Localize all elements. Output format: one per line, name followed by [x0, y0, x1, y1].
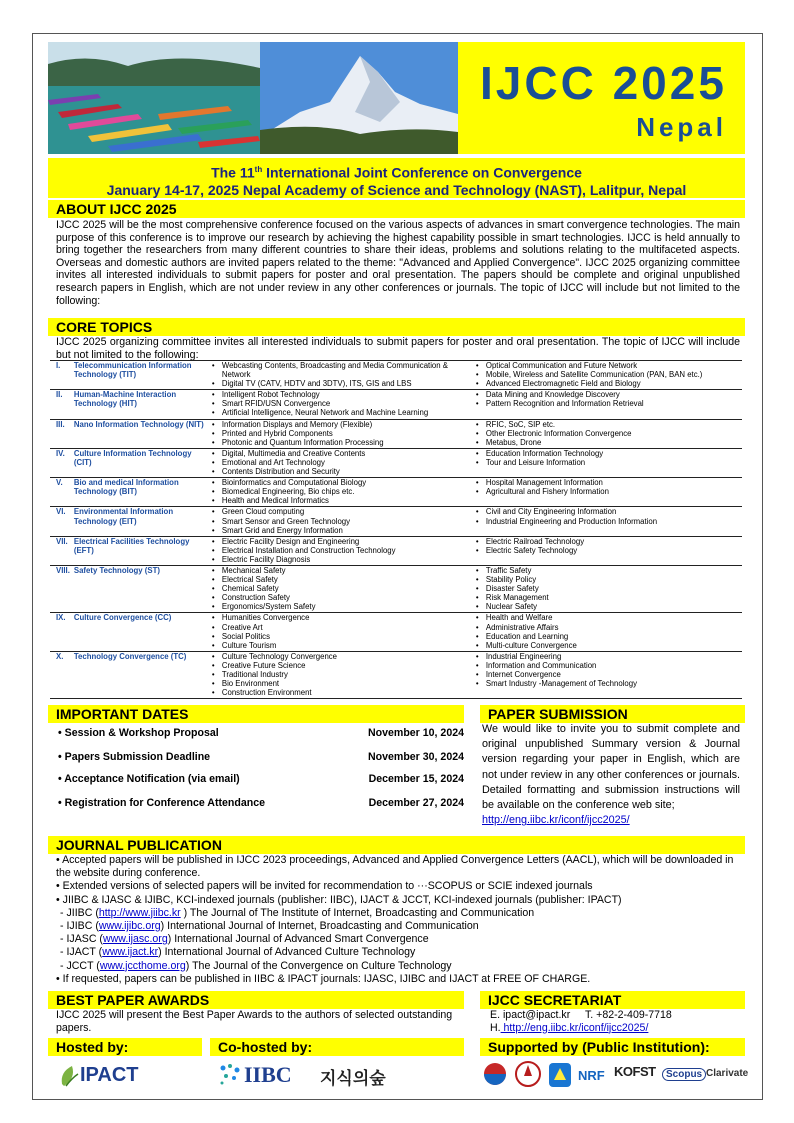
topic-subitem: • Electric Facility Diagnosis — [210, 555, 474, 564]
topic-right-list — [474, 478, 742, 507]
topic-row — [50, 448, 742, 477]
topic-subitem: • Metabus, Drone — [474, 438, 742, 447]
topic-subitem: • Contents Distribution and Security — [210, 467, 474, 476]
topic-subitem: • Tour and Leisure Information — [474, 458, 742, 467]
topic-subitem: • Mobile, Wireless and Satellite Communication (PAN, BAN etc.) — [474, 370, 742, 379]
journal-line-4: • If requested, papers can be published in IIBC & IPACT journals: IJASC, IJIBC and IJACT at FREE OF CHARGE. — [56, 972, 591, 985]
journal-line-1: • Accepted papers will be published in IJCC 2023 proceedings, Advanced and Applied Convergence Letters (AACL), which will be downloaded in the website during conference. — [56, 854, 734, 880]
topic-left-list — [210, 651, 474, 698]
topic-subitem: • Smart Industry -Management of Technology — [474, 679, 742, 688]
topic-number: II. — [50, 390, 70, 419]
iibc-dots-icon — [218, 1062, 244, 1088]
topic-subitem: • Traditional Industry — [210, 670, 474, 679]
topic-subitem: • Bioinformatics and Computational Biology — [210, 478, 474, 487]
journal-jiibc: - JIIBC (http://www.jiibc.kr ) The Journal of The Institute of Internet, Broadcasting and Communication — [60, 906, 535, 919]
core-topics-table — [50, 360, 742, 699]
topic-name: Culture Convergence (CC) — [70, 613, 210, 651]
topic-name: Environmental Information Technology (EIT) — [70, 507, 210, 536]
core-topics-intro: IJCC 2025 organizing committee invites all interested individuals to submit papers for poster and oral presentation. The topic of IJCC will include but not limited to the following: — [56, 336, 740, 361]
journal-ijasc: - IJASC (www.ijasc.org) International Journal of Advanced Smart Convergence — [60, 933, 429, 946]
ijibc-link[interactable]: www.ijibc.org — [98, 920, 161, 933]
topic-subitem: • Ergonomics/System Safety — [210, 602, 474, 611]
nast-emblem-icon — [546, 1060, 574, 1090]
topic-subitem: • Risk Management — [474, 593, 742, 602]
topic-name: Electrical Facilities Technology (EFT) — [70, 536, 210, 565]
about-heading: ABOUT IJCC 2025 — [48, 200, 745, 218]
journal-line-2: • Extended versions of selected papers will be invited for recommendation to ···SCOPUS or SCIE indexed journals — [56, 880, 593, 893]
topic-row — [50, 613, 742, 651]
topic-subitem: • Construction Environment — [210, 688, 474, 697]
journal-jcct: - JCCT (www.jccthome.org) The Journal of the Convergence on Culture Technology — [60, 959, 452, 972]
conference-edition: The 11th International Joint Conference on Convergence — [211, 164, 582, 181]
secretariat-heading: IJCC SECRETARIAT — [480, 991, 745, 1009]
journal-heading: JOURNAL PUBLICATION — [48, 836, 745, 854]
topic-subitem: • Humanities Convergence — [210, 613, 474, 622]
ipact-logo: IPACT — [58, 1062, 158, 1090]
supporters-logos: NRF KOFST Scopus Clarivate — [476, 1058, 756, 1092]
date-label: • Registration for Conference Attendance — [58, 797, 265, 809]
date-label: • Acceptance Notification (via email) — [58, 773, 240, 785]
topic-subitem: • Pattern Recognition and Information Retrieval — [474, 399, 742, 408]
topic-row — [50, 565, 742, 612]
conference-banner — [48, 158, 745, 198]
topic-subitem: • Civil and City Engineering Information — [474, 507, 742, 516]
hosted-by-label: Hosted by: — [48, 1038, 202, 1056]
topic-subitem: • Digital TV (CATV, HDTV and 3DTV), ITS, GIS and LBS — [210, 379, 474, 388]
topic-number: IV. — [50, 448, 70, 477]
topic-number: VIII. — [50, 565, 70, 612]
cohosted-by-label: Co-hosted by: — [210, 1038, 464, 1056]
date-label: • Papers Submission Deadline — [58, 751, 211, 763]
topic-subitem: • Nuclear Safety — [474, 602, 742, 611]
date-label: • Session & Workshop Proposal — [58, 727, 219, 739]
topic-subitem: • Electrical Safety — [210, 575, 474, 584]
date-value: December 27, 2024 — [368, 797, 464, 809]
topic-subitem: • Electric Facility Design and Engineering — [210, 537, 474, 546]
topic-subitem: • Green Cloud computing — [210, 507, 474, 516]
secretariat-email-tel: E. ipact@ipact.kr T. +82-2-409-7718 — [490, 1009, 672, 1021]
topic-subitem: • Education and Learning — [474, 632, 742, 641]
topic-left-list — [210, 613, 474, 651]
jiibc-link[interactable]: http://www.jiibc.kr — [98, 906, 181, 919]
topic-right-list — [474, 448, 742, 477]
topic-right-list — [474, 361, 742, 390]
topic-subitem: • Digital, Multimedia and Creative Contents — [210, 449, 474, 458]
topic-subitem: • Culture Tourism — [210, 641, 474, 650]
topic-row — [50, 536, 742, 565]
ijasc-link[interactable]: www.ijasc.org — [102, 933, 168, 946]
topic-number: IX. — [50, 613, 70, 651]
topic-subitem: • Biomedical Engineering, Bio chips etc. — [210, 487, 474, 496]
topic-subitem: • Emotional and Art Technology — [210, 458, 474, 467]
topic-subitem: • Social Politics — [210, 632, 474, 641]
topic-number: V. — [50, 478, 70, 507]
topic-name: Technology Convergence (TC) — [70, 651, 210, 698]
topic-left-list — [210, 507, 474, 536]
title-box — [458, 42, 745, 154]
topic-subitem: • Smart Sensor and Green Technology — [210, 517, 474, 526]
topic-right-list — [474, 507, 742, 536]
topic-subitem: • Administrative Affairs — [474, 623, 742, 632]
best-paper-text: IJCC 2025 will present the Best Paper Awards to the authors of selected outstanding papers. — [56, 1009, 453, 1034]
topic-subitem: • Electrical Installation and Construction Technology — [210, 546, 474, 555]
topic-subitem: • Bio Environment — [210, 679, 474, 688]
ijact-link[interactable]: www.ijact.kr — [102, 946, 159, 959]
secretariat-home: H. http://eng.iibc.kr/iconf/ijcc2025/ — [490, 1021, 649, 1034]
topic-subitem: • Smart Grid and Energy Information — [210, 526, 474, 535]
topic-subitem: • Photonic and Quantum Information Processing — [210, 438, 474, 447]
topic-subitem: • Industrial Engineering — [474, 652, 742, 661]
topic-left-list — [210, 419, 474, 448]
topic-subitem: • Chemical Safety — [210, 584, 474, 593]
topic-subitem: • Industrial Engineering and Production Information — [474, 517, 742, 526]
topic-subitem: • Data Mining and Knowledge Discovery — [474, 390, 742, 399]
topic-number: VII. — [50, 536, 70, 565]
topic-name: Nano Information Technology (NIT) — [70, 419, 210, 448]
topic-subitem: • Artificial Intelligence, Neural Network and Machine Learning — [210, 408, 474, 417]
topic-subitem: • Creative Future Science — [210, 661, 474, 670]
topic-row — [50, 419, 742, 448]
topic-row — [50, 390, 742, 419]
topic-name: Human-Machine Interaction Technology (HIT) — [70, 390, 210, 419]
topic-right-list — [474, 419, 742, 448]
lake-boats-photo — [48, 42, 260, 154]
paper-submission-heading: PAPER SUBMISSION — [480, 705, 745, 723]
topic-left-list — [210, 448, 474, 477]
topic-subitem: • Electric Railroad Technology — [474, 537, 742, 546]
conference-date-venue: January 14-17, 2025 Nepal Academy of Science and Technology (NAST), Lalitpur, Nepal — [106, 181, 687, 198]
topic-right-list — [474, 613, 742, 651]
topic-name: Telecommunication Information Technology (TIT) — [70, 361, 210, 390]
topic-subitem: • Traffic Safety — [474, 566, 742, 575]
conference-location: Nepal — [636, 112, 727, 142]
topic-subitem: • Construction Safety — [210, 593, 474, 602]
topic-subitem: • Education Information Technology — [474, 449, 742, 458]
topic-subitem: • Health and Medical Informatics — [210, 496, 474, 505]
topic-right-list — [474, 565, 742, 612]
topic-row — [50, 507, 742, 536]
supported-by-label: Supported by (Public Institution): — [480, 1038, 745, 1056]
topic-row — [50, 478, 742, 507]
journal-text — [56, 854, 742, 986]
topic-subitem: • Information and Communication — [474, 661, 742, 670]
topic-subitem: • Information Displays and Memory (Flexible) — [210, 420, 474, 429]
topic-number: III. — [50, 419, 70, 448]
important-dates-heading: IMPORTANT DATES — [48, 705, 464, 723]
topic-subitem: • Mechanical Safety — [210, 566, 474, 575]
topic-number: I. — [50, 361, 70, 390]
topic-subitem: • Health and Welfare — [474, 613, 742, 622]
topic-left-list — [210, 565, 474, 612]
core-topics-heading: CORE TOPICS — [48, 318, 745, 336]
conference-title: IJCC 2025 — [480, 57, 727, 109]
nepal-seal-icon — [514, 1060, 542, 1090]
topic-subitem: • Agricultural and Fishery Information — [474, 487, 742, 496]
paper-submission-text: We would like to invite you to submit complete and original unpublished Summary version & Journal version regarding your paper in English, which are not under review in any other conferences or journals. Detailed formatting and submission instructions will be available on the conference web site; http://eng.iibc.kr/iconf/ijcc2025/ — [482, 723, 740, 827]
mountain-photo — [260, 42, 458, 154]
topic-subitem: • Hospital Management Information — [474, 478, 742, 487]
topic-right-list — [474, 536, 742, 565]
journal-ijibc: - IJIBC (www.ijibc.org) International Journal of Internet, Broadcasting and Communication — [60, 920, 479, 933]
topic-subitem: • Creative Art — [210, 623, 474, 632]
topic-left-list — [210, 361, 474, 390]
submission-link[interactable]: http://eng.iibc.kr/iconf/ijcc2025/ — [482, 814, 630, 827]
date-value: December 15, 2024 — [368, 773, 464, 785]
topic-name: Bio and medical Information Technology (BIT) — [70, 478, 210, 507]
best-paper-heading: BEST PAPER AWARDS — [48, 991, 464, 1009]
topic-left-list — [210, 536, 474, 565]
topic-right-list — [474, 390, 742, 419]
topic-row — [50, 651, 742, 698]
journal-ijact: - IJACT (www.ijact.kr) International Journal of Advanced Culture Technology — [60, 946, 416, 959]
topic-subitem: • Smart RFID/USN Convergence — [210, 399, 474, 408]
topic-number: VI. — [50, 507, 70, 536]
topic-subitem: • Internet Convergence — [474, 670, 742, 679]
topic-name: Culture Information Technology (CIT) — [70, 448, 210, 477]
secretariat-link[interactable]: http://eng.iibc.kr/iconf/ijcc2025/ — [500, 1021, 649, 1034]
about-text: IJCC 2025 will be the most comprehensive conference focused on the various aspects of advances in smart convergence technologies. The main purpose of this conference is to improve our research by achieving the highest capability possible in smart technologies. IJCC is held annually to bring together the researchers from many different countries to share their ideas, problems and solutions relating to the multifaceted aspects. Overseas and domestic authors are invited papers related to the theme: "Advanced and Applied Convergence". IJCC 2025 organizing committee invites all interested individuals to submit papers for poster and oral presentation. The papers should be complete and original unpublished research papers in English, which are not under review in any other conferences or journals. The topic of IJCC will include but not limited to the following: — [56, 219, 740, 307]
date-value: November 10, 2024 — [368, 727, 464, 739]
topic-number: X. — [50, 651, 70, 698]
journal-line-3: • JIIBC & IJASC & IJIBC, KCI-indexed journals (publisher: IIBC), IJACT & JCCT, KCI-indexed journals (publisher: IPACT) — [56, 893, 622, 906]
iibc-logo: IIBC — [218, 1060, 308, 1090]
ministry-emblem-icon — [480, 1060, 510, 1090]
ipact-leaf-icon — [58, 1064, 80, 1088]
date-value: November 30, 2024 — [368, 751, 464, 763]
topic-subitem: • Electric Safety Technology — [474, 546, 742, 555]
topic-subitem: • Optical Communication and Future Network — [474, 361, 742, 370]
topic-subitem: • Culture Technology Convergence — [210, 652, 474, 661]
topic-subitem: • Multi-culture Convergence — [474, 641, 742, 650]
topic-subitem: • RFIC, SoC, SIP etc. — [474, 420, 742, 429]
forest-logo: 지식의숲 — [320, 1069, 386, 1089]
topic-row — [50, 361, 742, 390]
topic-subitem: • Printed and Hybrid Components — [210, 429, 474, 438]
topic-subitem: • Intelligent Robot Technology — [210, 390, 474, 399]
topic-subitem: • Disaster Safety — [474, 584, 742, 593]
topic-subitem: • Webcasting Contents, Broadcasting and Media Communication & Network — [210, 361, 474, 379]
topic-subitem: • Other Electronic Information Convergence — [474, 429, 742, 438]
secretariat-contacts — [490, 1009, 740, 1034]
topic-subitem: • Advanced Electromagnetic Field and Biology — [474, 379, 742, 388]
topic-name: Safety Technology (ST) — [70, 565, 210, 612]
jcct-link[interactable]: www.jccthome.org — [99, 959, 186, 972]
topic-subitem: • Stability Policy — [474, 575, 742, 584]
topic-left-list — [210, 478, 474, 507]
topic-left-list — [210, 390, 474, 419]
topic-right-list — [474, 651, 742, 698]
